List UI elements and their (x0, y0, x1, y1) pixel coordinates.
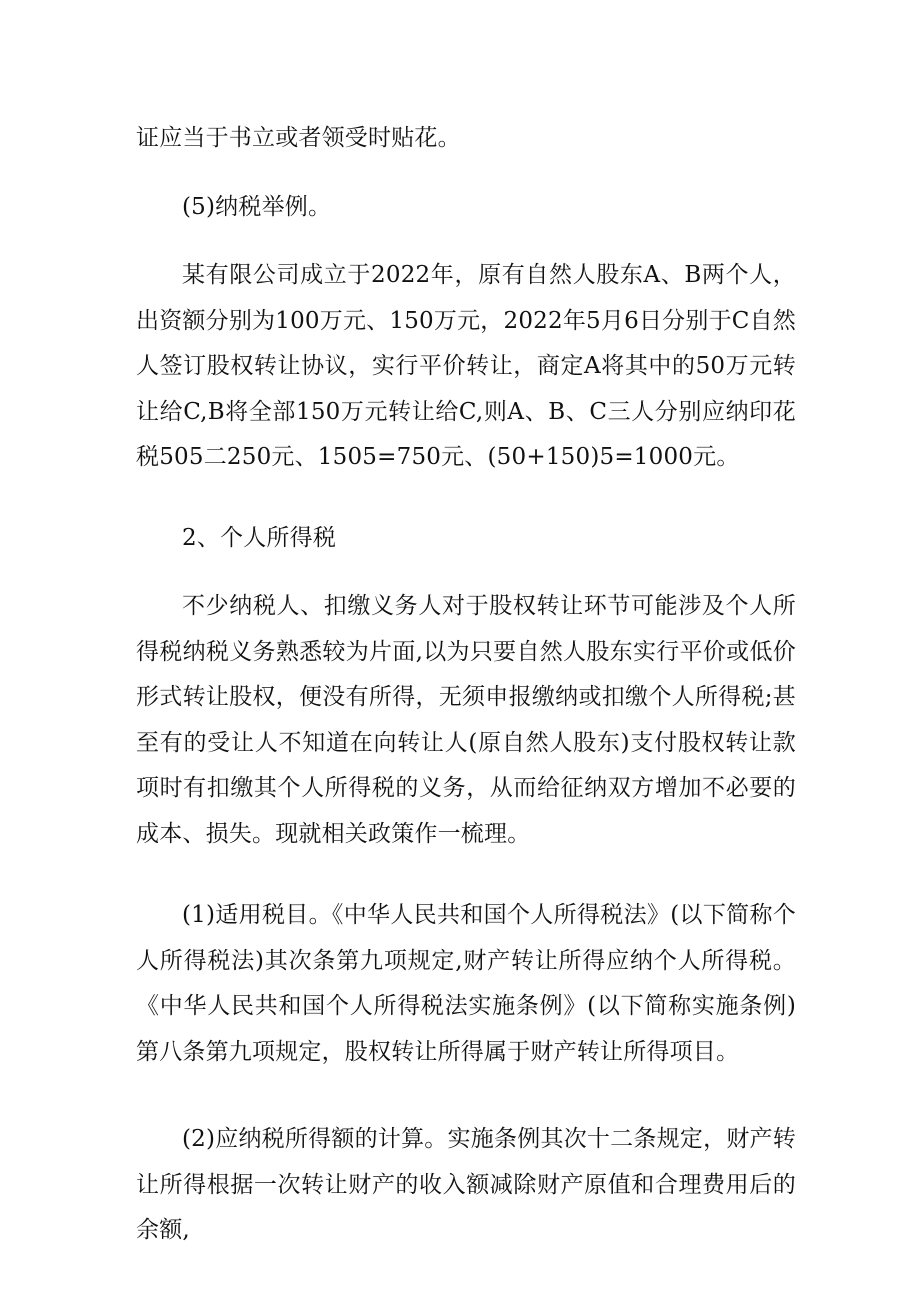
paragraph-tax-example-heading: (5)纳税举例。 (182, 194, 332, 220)
paragraph-tax-example: 某有限公司成立于2022年，原有自然人股东A、B两个人，出资额分别为100万元、150万元，2022年5月6日分别于C自然人签订股权转让协议，实行平价转让，商定A将其中的50万元转让给C,B将全部150万元转让给C,则A、B、C三人分别应纳印花税505二250元、1505=750元、(50+150)5=1000元。 (136, 262, 796, 470)
paragraph-income-tax-intro: 不少纳税人、扣缴义务人对于股权转让环节可能涉及个人所得税纳税义务熟悉较为片面,以为只要自然人股东实行平价或低价形式转让股权，便没有所得，无须申报缴纳或扣缴个人所得税;甚至有的受让人不知道在向转让人(原自然人股东)支付股权转让款项时有扣缴其个人所得税的义务，从而给征纳双方增加不必要的成本、损失。现就相关政策作一梳理。 (136, 593, 796, 847)
paragraph-applicable-tax-item: (1)适用税目。《中华人民共和国个人所得税法》(以下简称个人所得税法)其次条第九项规定,财产转让所得应纳个人所得税。《中华人民共和国个人所得税法实施条例》(以下简称实施条例)第八条第九项规定，股权转让所得属于财产转让所得项目。 (136, 902, 796, 1065)
paragraph-taxable-income-calculation: (2)应纳税所得额的计算。实施条例其次十二条规定，财产转让所得根据一次转让财产的收入额减除财产原值和合理费用后的余额, (136, 1126, 796, 1243)
paragraph-stamp-duty-timing: 证应当于书立或者领受时贴花。 (136, 125, 461, 151)
section-heading-personal-income-tax: 2、个人所得税 (182, 525, 337, 551)
